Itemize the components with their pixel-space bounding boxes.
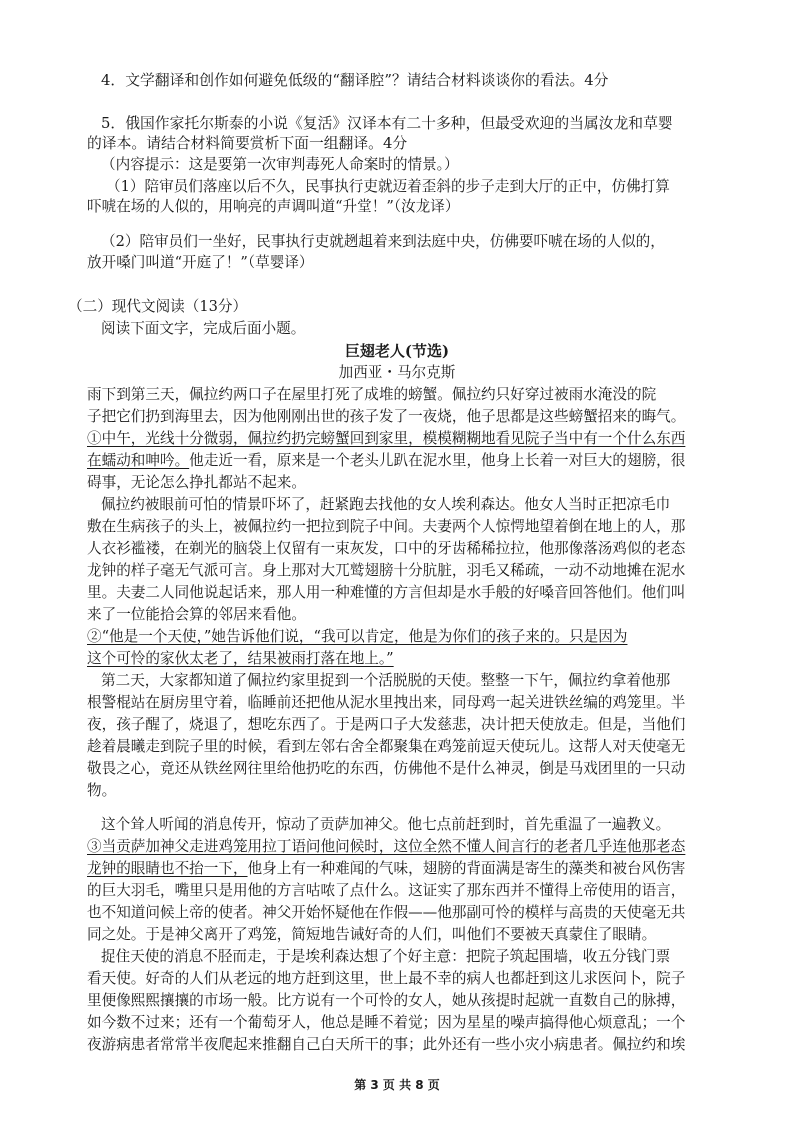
p2-line-5: 里。夫妻二人同他说起话来，那人用一种难懂的方言但却是水手般的好嗓音回答他们。他们叫 xyxy=(87,584,686,601)
p4-line-1: 第二天，大家都知道了佩拉约家里捉到一个活脱脱的天使。整整一下午，佩拉约拿着他那 xyxy=(101,672,671,689)
section-instruction: 阅读下面文字，完成后面小题。 xyxy=(101,320,306,337)
p4-line-3: 夜，孩子醒了，烧退了，想吃东西了。于是两口子大发慈悲，决计把天使放走。但是，当他们 xyxy=(87,716,686,733)
p1-line-5: 碍事，无论怎么挣扎都站不起来。 xyxy=(87,474,306,491)
question-5-line-2: 的译本。请结合材料简要赏析下面一组翻译。4分 xyxy=(87,135,408,152)
content-hint: （内容提示：这是要第一次审判毒死人命案时的情景。） xyxy=(101,156,459,173)
p5-line-6: 同之处。于是神父离开了鸡笼，简短地告诫好奇的人们，叫他们不要被天真蒙住了眼睛。 xyxy=(87,926,657,943)
p4-line-5: 敬畏之心，竟还从铁丝网往里给他扔吃的东西，仿佛他不是什么神灵，倒是马戏团里的一只动 xyxy=(87,760,686,777)
p2-line-1: 佩拉约被眼前可怕的情景吓坏了，赶紧跑去找他的女人埃利森达。他女人当时正把凉毛巾 xyxy=(101,496,671,513)
p1-line-4-underlined: 在蠕动和呻吟。 xyxy=(87,452,190,469)
passage-title: 巨翅老人(节选) xyxy=(344,342,450,360)
p6-line-5: 夜游病患者常常半夜爬起来推翻自己白天所干的事；此外还有一些小灾小病患者。佩拉约和埃 xyxy=(87,1036,686,1053)
p6-line-2: 看天使。好奇的人们从老远的地方赶到这里，世上最不幸的病人也都赶到这儿求医问卜，院子 xyxy=(87,970,686,987)
p4-line-2: 根警棍站在厨房里守着，临睡前还把他从泥水里拽出来，同母鸡一起关进铁丝编的鸡笼里。半 xyxy=(87,694,686,711)
p1-line-4 xyxy=(87,451,685,471)
question-4: 4．文学翻译和创作如何避免低级的“翻译腔”？请结合材料谈谈你的看法。4分 xyxy=(101,72,609,89)
p5-line-3 xyxy=(87,859,685,879)
p5-line-3-rest: 他身上有一种难闻的气味，翅膀的背面满是寄生的藻类和被台风伤害 xyxy=(247,860,686,877)
p1-line-1: 雨下到第三天，佩拉约两口子在屋里打死了成堆的螃蟹。佩拉约只好穿过被雨水淹没的院 xyxy=(87,386,657,403)
p5-line-4: 的巨大羽毛，嘴里只是用他的方言咕哝了点什么。这证实了那东西并不懂得上帝使用的语言， xyxy=(87,882,686,899)
p4-line-4: 趁着晨曦走到院子里的时候，看到左邻右舍全都聚集在鸡笼前逗天使玩儿。这帮人对天使毫无 xyxy=(87,738,686,755)
translation-2-line-1: （2）陪审员们一坐好，民事执行吏就趔趄着来到法庭中央，仿佛要吓唬在场的人似的， xyxy=(101,233,665,250)
p2-line-4: 龙钟的样子毫无气派可言。身上那对大兀鹫翅膀十分肮脏，羽毛又稀疏，一动不动地摊在泥水 xyxy=(87,562,686,579)
p4-line-6: 物。 xyxy=(87,782,117,799)
p2-line-3: 人衣衫褴褛，在剃光的脑袋上仅留有一束灰发，口中的牙齿稀稀拉拉，他那像落汤鸡似的老态 xyxy=(87,540,686,557)
p1-line-2: 子把它们扔到海里去，因为他刚刚出世的孩子发了一夜烧，他子思都是这些螃蟹招来的晦气。 xyxy=(87,408,686,425)
p5-line-5: 也不知道问候上帝的使者。神父开始怀疑他在作假——他那副可怜的模样与高贵的天使毫无共 xyxy=(87,904,686,921)
p6-line-4: 如今数不过来；还有一个葡萄牙人，他总是睡不着觉；因为星星的噪声搞得他心烦意乱；一个 xyxy=(87,1014,686,1031)
p5-line-1: 这个耸人听闻的消息传开，惊动了贡萨加神父。他七点前赶到时，首先重温了一遍教义。 xyxy=(101,816,671,833)
p1-line-3-underlined: ①中午，光线十分微弱，佩拉约扔完螃蟹回到家里，模模糊糊地看见院子当中有一个什么东西 xyxy=(87,430,686,447)
translation-1-line-1: （1）陪审员们落座以后不久，民事执行吏就迈着歪斜的步子走到大厅的正中，仿佛打算 xyxy=(106,178,670,195)
p6-line-3: 里便像熙熙攘攘的市场一般。比方说有一个可怜的女人，她从孩提时起就一直数自己的脉搏， xyxy=(87,992,686,1009)
p2-line-6: 来了一位能拾会算的邻居来看他。 xyxy=(87,606,306,623)
page-number: 第 3 页 共 8 页 xyxy=(354,1078,440,1092)
p5-line-3-underlined: 龙钟的眼睛也不抬一下， xyxy=(87,860,248,877)
p1-line-4-rest: 他走近一看，原来是一个老头儿趴在泥水里，他身上长着一对巨大的翅膀，很 xyxy=(189,452,686,469)
p5-line-2-underlined: ③当贡萨加神父走进鸡笼用拉丁语问他问候时，这位全然不懂人间言行的老者几乎连他那老态 xyxy=(87,838,686,855)
p6-line-1: 捉住天使的消息不胫而走，于是埃利森达想了个好主意：把院子筑起围墙，收五分钱门票 xyxy=(101,948,671,965)
passage-author: 加西亚・马尔克斯 xyxy=(338,364,456,381)
p3-line-2-underlined: 这个可怜的家伙太老了，结果被雨打落在地上。” xyxy=(87,650,394,667)
question-5-line-1: 5．俄国作家托尔斯泰的小说《复活》汉译本有二十多种，但最受欢迎的当属汝龙和草婴 xyxy=(101,115,673,132)
section-heading: （二）现代文阅读（13分） xyxy=(68,298,248,315)
p3-line-1-underlined: ②“他是一个天使，”她告诉他们说，“我可以肯定，他是为你们的孩子来的。只是因为 xyxy=(87,628,628,645)
p2-line-2: 敷在生病孩子的头上，被佩拉约一把拉到院子中间。夫妻两个人惊愕地望着倒在地上的人，那 xyxy=(87,518,686,535)
translation-2-line-2: 放开嗓门叫道“开庭了！”（草婴译） xyxy=(87,254,314,271)
translation-1-line-2: 吓唬在场的人似的，用响亮的声调叫道“升堂！”（汝龙译） xyxy=(87,198,460,215)
